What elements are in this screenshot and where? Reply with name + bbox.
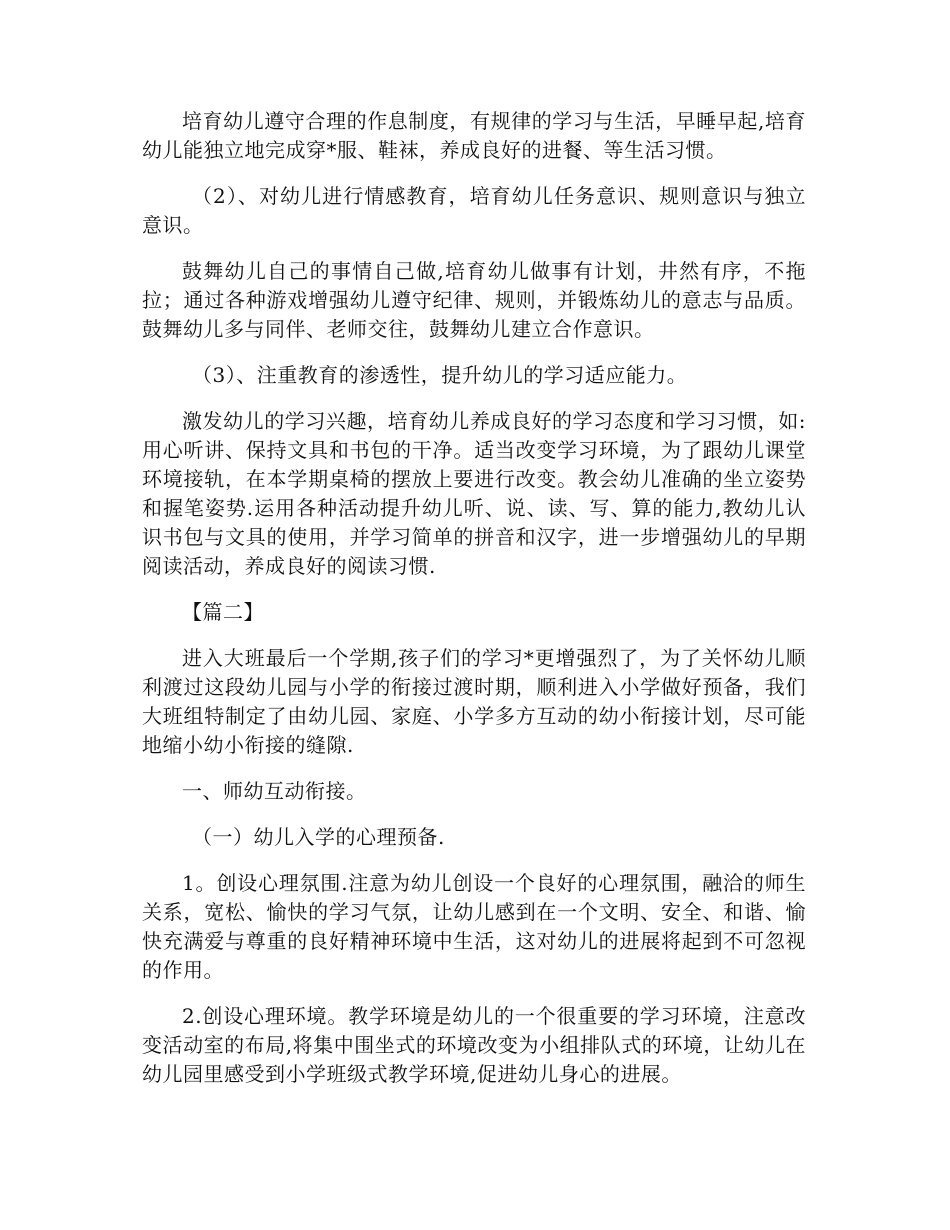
section-title-part-two: 【篇二】 <box>182 600 264 624</box>
heading-psych-prep: （一）幼儿入学的心理预备. <box>192 825 445 849</box>
paragraph-psych-environment: 2.创设心理环境。教学环境是幼儿的一个很重要的学习环境，注意改变活动室的布局,将集中围坐式的环境改变为小组排队式的环境，让幼儿在幼儿园里感受到小学班级式教学环境,促进幼儿身心的进展。 <box>142 1004 806 1086</box>
paragraph-psych-atmosphere: 1。创设心理氛围.注意为幼儿创设一个良好的心理氛围，融洽的师生关系，宽松、愉快的学习气氛，让幼儿感到在一个文明、安全、和谐、愉快充满爱与尊重的良好精神环境中生活，这对幼儿的进展将起到不可忽视的作用。 <box>142 871 806 982</box>
paragraph-encourage: 鼓舞幼儿自己的事情自己做,培育幼儿做事有计划，井然有序，不拖拉；通过各种游戏增强幼儿遵守纪律、规则，并锻炼幼儿的意志与品质。鼓舞幼儿多与同伴、老师交往，鼓舞幼儿建立合作意识。 <box>142 259 806 341</box>
document-page <box>142 107 806 1106</box>
paragraph-intro-part-two: 进入大班最后一个学期,孩子们的学习*更增强烈了，为了关怀幼儿顺利渡过这段幼儿园与小学的衔接过渡时期，顺利进入小学做好预备，我们大班组特制定了由幼儿园、家庭、小学多方互动的幼小衔接计划，尽可能地缩小幼小衔接的缝隙. <box>142 646 806 757</box>
paragraph-learning-interest: 激发幼儿的学习兴趣，培育幼儿养成良好的学习态度和学习习惯，如:用心听讲、保持文具和书包的干净。适当改变学习环境，为了跟幼儿课堂环境接轨，在本学期桌椅的摆放上要进行改变。教会幼儿准确的坐立姿势和握笔姿势.运用各种活动提升幼儿听、说、读、写、算的能力,教幼儿认识书包与文具的使用，并学习简单的拼音和汉字，进一步增强幼儿的早期阅读活动，养成良好的阅读习惯. <box>142 409 806 578</box>
paragraph-heading-3: （3）、注重教育的渗透性，提升幼儿的学习适应能力。 <box>192 363 688 387</box>
paragraph-heading-2: （2）、对幼儿进行情感教育，培育幼儿任务意识、规则意识与独立意识。 <box>142 184 806 237</box>
paragraph-habits: 培育幼儿遵守合理的作息制度，有规律的学习与生活，早睡早起,培育幼儿能独立地完成穿*服、鞋袜，养成良好的进餐、等生活习惯。 <box>142 109 806 162</box>
heading-teacher-child: 一、师幼互动衔接。 <box>182 779 367 803</box>
